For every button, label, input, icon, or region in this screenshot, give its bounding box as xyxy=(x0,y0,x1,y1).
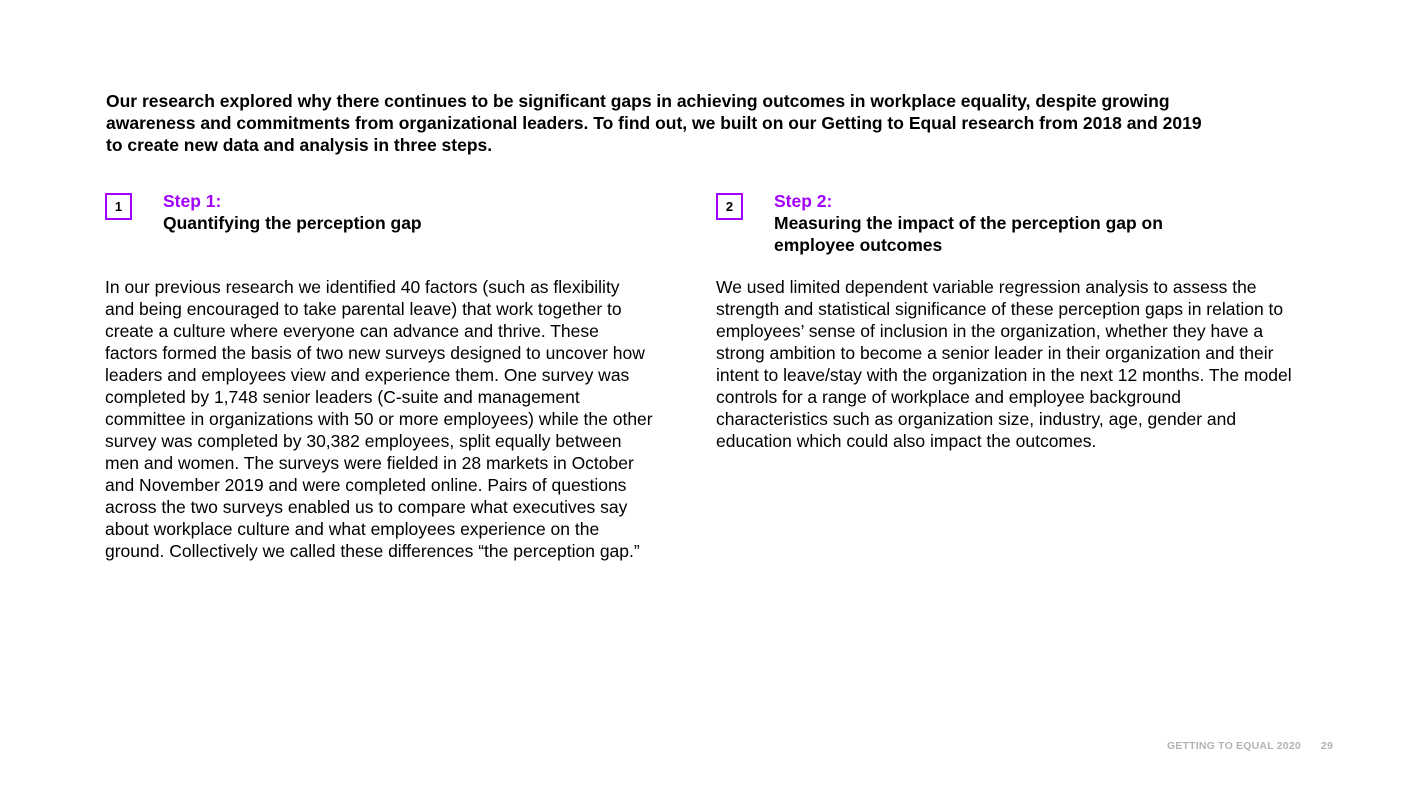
step-title: Measuring the impact of the perception gap on employee outcomes xyxy=(774,213,1163,255)
step-body: In our previous research we identified 40 factors (such as flexibility and being encouraged to take parental leave) that work together to create a culture where everyone can advance and thrive. These factors formed the basis of two new surveys designed to uncover how leaders and employees view and experience them. One survey was completed by 1,748 senior leaders (C-suite and management committee in organizations with 50 or more employees) while the other survey was completed by 30,382 employees, split equally between men and women. The surveys were fielded in 28 markets in October and November 2019 and were completed online. Pairs of questions across the two surveys enabled us to compare what executives say about workplace culture and what employees experience on the ground. Collectively we called these differences “the perception gap.” xyxy=(105,277,653,561)
page-footer xyxy=(1100,740,1333,752)
step-number-badge: 1 xyxy=(105,193,132,220)
step-body: We used limited dependent variable regression analysis to assess the strength and statistical significance of these perception gaps in relation to employees’ sense of inclusion in the organization, whether they have a strong ambition to become a senior leader in their organization and their intent to leave/stay with the organization in the next 12 months. The model controls for a range of workplace and employee background characteristics such as organization size, industry, age, gender and education which could also impact the outcomes. xyxy=(716,277,1292,451)
step-title: Quantifying the perception gap xyxy=(163,213,422,233)
step-heading xyxy=(163,190,633,234)
step-heading xyxy=(774,190,1244,256)
footer-title: GETTING TO EQUAL 2020 xyxy=(1166,740,1301,752)
page-number: 29 xyxy=(1320,740,1333,752)
step-label: Step 1: xyxy=(163,191,222,211)
intro-paragraph: Our research explored why there continues to be significant gaps in achieving outcomes in workplace equality, despite growing awareness and commitments from organizational leaders. To find out, we built on our Getting to Equal research from 2018 and 2019 to create new data and analysis in three steps. xyxy=(106,91,1202,155)
step-number-badge: 2 xyxy=(716,193,743,220)
step-label: Step 2: xyxy=(774,191,833,211)
